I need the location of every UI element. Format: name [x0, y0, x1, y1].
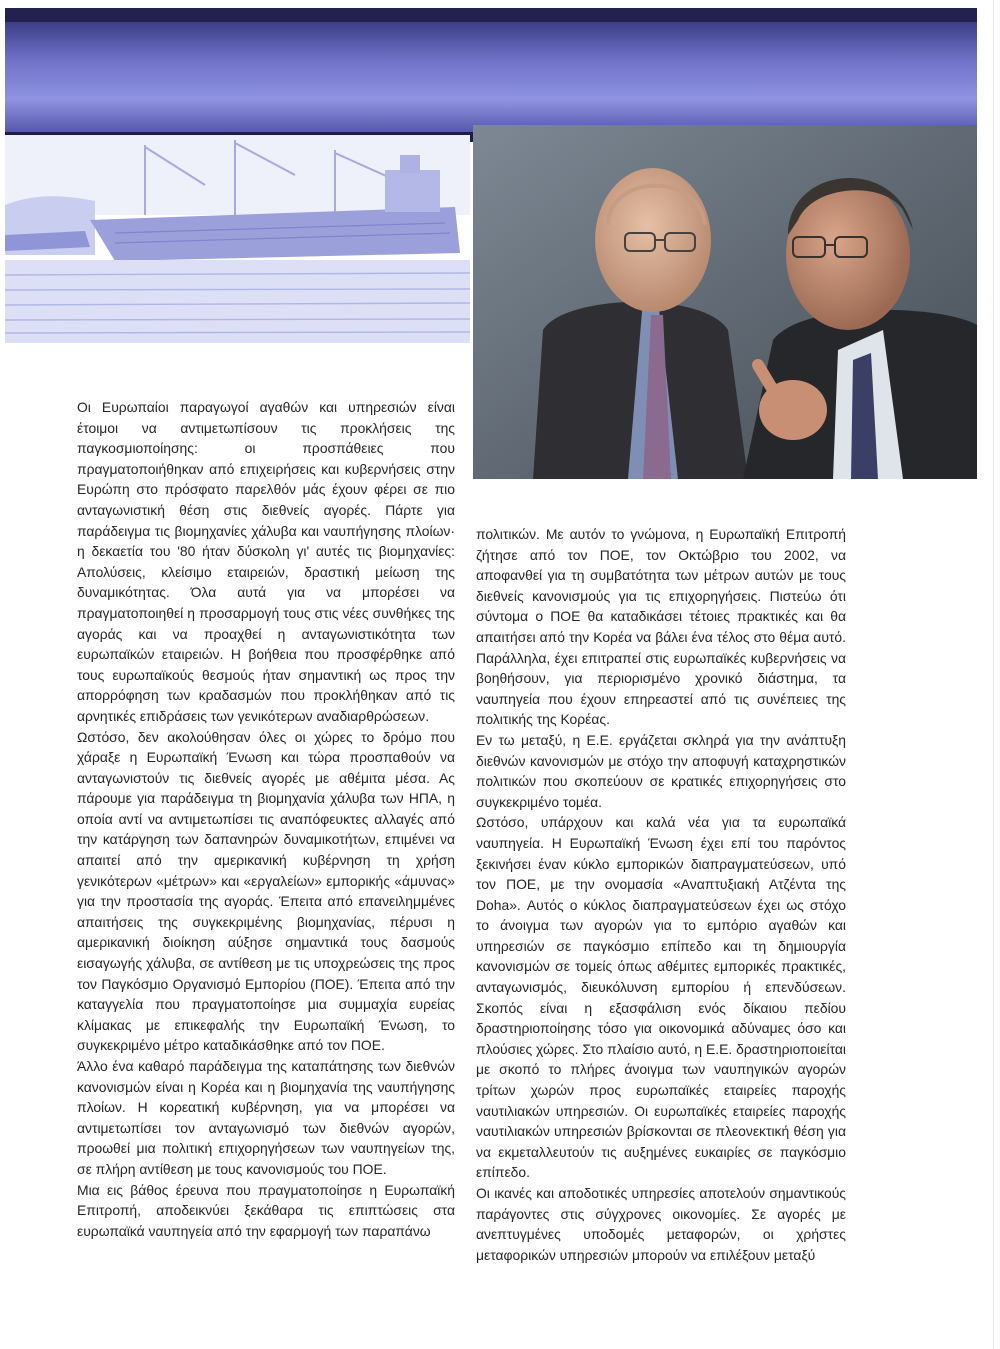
header-band-gradient: [5, 22, 977, 132]
paragraph: Εν τω μεταξύ, η Ε.Ε. εργάζεται σκληρά για την ανάπτυξη διεθνών κανονισμών με στόχο την αποφυγή καταχρηστικών πολιτικών που σκοπεύουν σε κρατικές επιχορηγήσεις στο συγκεκριμένο τομέα.: [476, 731, 846, 810]
harbour-ship-illustration: [5, 135, 470, 343]
paragraph: Οι ικανές και αποδοτικές υπηρεσίες αποτελούν σημαντικούς παράγοντες στις σύγχρονες οικονομίες. Σε αγορές με ανεπτυγμένες υποδομές μεταφορών, οι χρήστες μεταφορικών υπηρεσιών μπορούν να επιλέξουν μεταξύ: [476, 1185, 846, 1263]
paragraph: Ωστόσο, δεν ακολούθησαν όλες οι χώρες το δρόμο που χάραξε η Ευρωπαϊκή Ένωση και τώρα προσπαθούν να ανταγωνιστούν τις διεθνείς αγορές με αθέμιτα μέσα. Ας πάρουμε για παράδειγμα τη βιομηχανία χάλυβα των ΗΠΑ, η οποία αντί να αντιμετωπίσει τις αναπόφευκτες αλλαγές από την κατάργηση των δαπανηρών δυναμικοτήτων, επιμένει να απαιτεί από την αμερικανική κυβέρνηση τη χρήση γενικότερων «μέτρων» και «εργαλείων» εμπορικής «άμυνας» για την προστασία της αγοράς. Έπειτα από επανειλημμένες απαιτήσεις της συγκεκριμένης βιομηχανίας, πέρυσι η αμερικανική διοίκηση αύξησε σημαντικά τους δασμούς εισαγωγής χάλυβα, σε αντίθεση με τις υποχρεώσεις της προς τον Παγκόσμιο Οργανισμό Εμπορίου (ΠΟΕ). Έπειτα από την καταγγελία που πραγματοποίησε μια συμμαχία ευρείας κλίμακας με επικεφαλής την Ευρωπαϊκή Ένωση, το συγκεκριμένο μέτρο καταδικάσθηκε από τον ΠΟΕ.: [77, 728, 455, 1054]
header-band-top-strip: [5, 8, 977, 22]
paragraph: Άλλο ένα καθαρό παράδειγμα της καταπάτησης των διεθνών κανονισμών είναι η Κορέα και η βιομηχανία της ναυπήγησης πλοίων. Η κορεατική κυβέρνηση, για να μπορέσει να αντιμετωπίσει τον ανταγωνισμό των διεθνών αγορών, προωθεί μια πολιτική επιχορηγήσεων των ναυπηγείων της, σε πλήρη αντίθεση με τους κανονισμούς του ΠΟΕ.: [77, 1058, 455, 1177]
two-men-in-conversation-photo: [473, 125, 977, 479]
article-right-column: [476, 524, 846, 1265]
paragraph: πολιτικών. Με αυτόν το γνώμονα, η Ευρωπαϊκή Επιτροπή ζήτησε από τον ΠΟΕ, τον Οκτώβριο του 2002, να αποφανθεί για τη συμβατότητα των μέτρων αυτών με τους διεθνείς κανονισμούς για τις επιχορηγήσεις. Πιστεύω ότι σύντομα ο ΠΟΕ θα καταδικάσει τέτοιες πρακτικές και θα απαιτήσει από την Κορέα να βάλει ένα τέλος στο θέμα αυτό. Παράλληλα, έχει επιτραπεί στις ευρωπαϊκές κυβερνήσεις να βοηθήσουν, για περιορισμένο χρονικό διάστημα, τα ναυπηγεία που έχουν επηρεαστεί από τις συνέπειες της πολιτικής της Κορέας.: [476, 526, 846, 728]
header-band: [5, 8, 977, 142]
paragraph: Ωστόσο, υπάρχουν και καλά νέα για τα ευρωπαϊκά ναυπηγεία. Η Ευρωπαϊκή Ένωση έχει επί του παρόντος ξεκινήσει έναν κύκλο εμπορικών διαπραγματεύσεων, υπό τον ΠΟΕ, με την ονομασία «Αναπτυξιακή Ατζέντα της Doha». Αυτός ο κύκλος διαπραγματεύσεων έχει ως στόχο το άνοιγμα των αγορών για το εμπόριο αγαθών και υπηρεσιών σε παγκόσμιο επίπεδο και τη δημιουργία κανονισμών σε τομείς όπως αθέμιτες εμπορικές πρακτικές, ανταγωνισμός, διευκόλυνση εμπορίου ή επενδύσεων. Σκοπός είναι η εξασφάλιση ενός δίκαιου πεδίου δραστηριοποίησης τόσο για οικονομικά αδύναμες όσο και πλούσιες χώρες. Στο πλαίσιο αυτό, η Ε.Ε. δραστηριοποιείται με σκοπό το πλήρες άνοιγμα των ναυπηγικών αγορών τρίτων χωρών προς ευρωπαϊκές εταιρείες παροχής ναυτιλιακών υπηρεσιών. Οι ευρωπαϊκές εταιρείες παροχής ναυτιλιακών υπηρεσιών βρίσκονται σε πλεονεκτική θέση για να εκμεταλλευτούν τις αυξημένες ευκαιρίες σε παγκόσμιο επίπεδο.: [476, 814, 846, 1181]
paragraph: Οι Ευρωπαίοι παραγωγοί αγαθών και υπηρεσιών είναι έτοιμοι να αντιμετωπίσουν τις προκλήσεις της παγκοσμιοποίησης: οι προσπάθειες που πραγματοποιήθηκαν από επιχειρήσεις και κυβερνήσεις στην Ευρώπη στο πρόσφατο παρελθόν μάς έχουν φέρει σε πιο ανταγωνιστική θέση στις διεθνείς αγορές. Πάρτε για παράδειγμα τις βιομηχανίες χάλυβα και ναυπήγησης πλοίων· η δεκαετία του '80 ήταν δύσκολη γι' αυτές τις βιομηχανίες: Απολύσεις, κλείσιμο εταιρειών, δραστική μείωση της δυναμικότητας. Όλα αυτά για να μπορέσει να πραγματοποιηθεί η προσαρμογή τους στις νέες συνθήκες της αγοράς και να προαχθεί η ανταγωνιστικότητα των ευρωπαϊκών εταιρειών. Η βοήθεια που προσφέρθηκε από τους ευρωπαϊκούς θεσμούς ήταν σημαντική ως προς την απορρόφηση των κραδασμών που προκλήθηκαν από τις αρνητικές επιδράσεις των γενικότερων αναδιαρθρώσεων.: [77, 399, 455, 724]
paragraph: Μια εις βάθος έρευνα που πραγματοποίησε η Ευρωπαϊκή Επιτροπή, αποδεικνύει ξεκάθαρα τις επιπτώσεις στα ευρωπαϊκά ναυπηγεία από την εφαρμογή των παραπάνω: [77, 1181, 455, 1239]
article-left-column: [77, 397, 455, 1241]
